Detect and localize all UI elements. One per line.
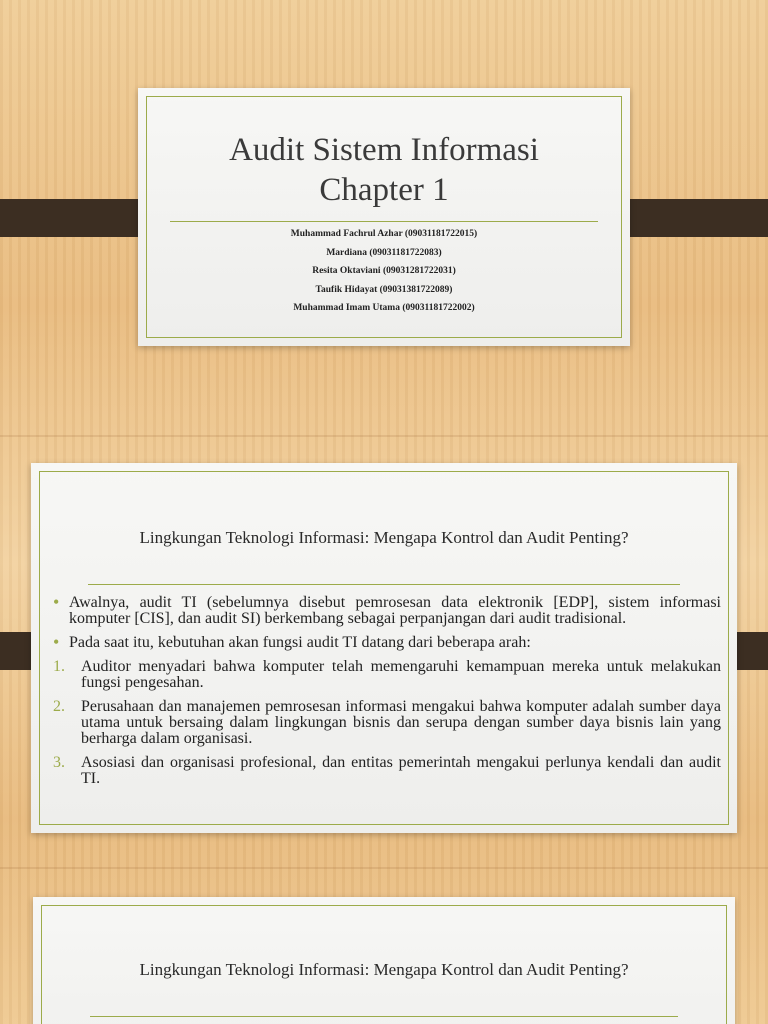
- title-line-1: Audit Sistem Informasi: [229, 132, 539, 168]
- item-text: Asosiasi dan organisasi profesional, dan entitas pemerintah mengakui perlunya kendali dan audit TI.: [81, 754, 721, 787]
- item-number: 1.: [53, 658, 65, 675]
- item-text: Auditor menyadari bahwa komputer telah memengaruhi kemampuan mereka untuk melakukan fungsi pengesahan.: [81, 658, 721, 691]
- bullet-icon: •: [53, 632, 60, 652]
- slide-title: Lingkungan Teknologi Informasi: Mengapa Kontrol dan Audit Penting?: [139, 528, 629, 547]
- numbered-item: [47, 699, 721, 747]
- strap-right: [613, 199, 768, 237]
- bullet-item: [47, 632, 721, 652]
- slide-title: Lingkungan Teknologi Informasi: Mengapa Kontrol dan Audit Penting?: [139, 960, 629, 979]
- slide-1: [0, 0, 768, 435]
- title-divider: [170, 221, 598, 222]
- bullet-item: [47, 592, 721, 627]
- content-card: [33, 897, 735, 1024]
- bullet-text: Pada saat itu, kebutuhan akan fungsi audit TI datang dari beberapa arah:: [69, 634, 531, 651]
- title-card: [138, 88, 630, 346]
- author-item: Muhammad Fachrul Azhar (09031181722015): [290, 229, 478, 239]
- bullet-icon: •: [53, 592, 60, 612]
- item-text: Perusahaan dan manajemen pemrosesan informasi mengakui bahwa komputer adalah sumber daya utama untuk bersaing dalam lingkungan bisnis dan serupa dengan sumber daya bisnis lain yang berharga dalam organisasi.: [81, 698, 721, 747]
- author-list: [138, 225, 630, 318]
- content-card: [31, 463, 737, 833]
- author-item: Resita Oktaviani (09031281722031): [312, 266, 456, 277]
- author-item: Taufik Hidayat (09031381722089): [315, 284, 453, 295]
- strap-left: [0, 199, 155, 237]
- title-divider: [88, 584, 680, 585]
- title-line-2: Chapter 1: [319, 172, 449, 208]
- item-number: 2.: [53, 698, 65, 715]
- slide-title: [138, 130, 630, 210]
- numbered-item: [47, 755, 721, 787]
- title-divider: [90, 1016, 678, 1017]
- bullet-text: Awalnya, audit TI (sebelumnya disebut pemrosesan data elektronik [EDP], sistem informasi komputer [CIS], dan audit SI) berkembang sebagai perpanjangan dari audit tradisional.: [69, 594, 721, 627]
- item-number: 3.: [53, 754, 65, 771]
- content-body: [47, 592, 721, 795]
- slide-3: [0, 869, 768, 1024]
- author-item: Mardiana (09031181722083): [326, 247, 442, 258]
- numbered-item: [47, 659, 721, 691]
- slide-2: [0, 437, 768, 867]
- author-item: Muhammad Imam Utama (09031181722002): [293, 303, 475, 314]
